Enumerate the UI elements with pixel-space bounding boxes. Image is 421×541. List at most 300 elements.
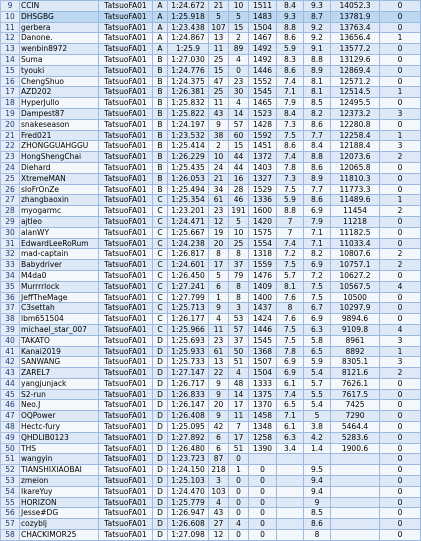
flag-cell[interactable]: 3 (380, 108, 421, 119)
team-cell[interactable]: TatsuoFA01 (99, 335, 153, 346)
score-cell[interactable]: 12065.8 (331, 162, 380, 173)
lap-time-cell[interactable]: 1:27.147 (168, 368, 209, 379)
flag-cell[interactable]: 1 (380, 130, 421, 141)
points-cell[interactable]: 1529 (249, 184, 277, 195)
count-cell-b[interactable]: 17 (229, 400, 249, 411)
class-cell[interactable]: C (153, 324, 168, 335)
points-cell[interactable]: 0 (249, 530, 277, 541)
rating-cell-a[interactable] (277, 530, 304, 541)
class-cell[interactable]: B (153, 184, 168, 195)
rating-cell-b[interactable]: 5.4 (304, 400, 331, 411)
count-cell-b[interactable]: 0 (229, 497, 249, 508)
table-row[interactable] (1, 346, 421, 357)
flag-cell[interactable]: 0 (380, 227, 421, 238)
rating-cell-b[interactable]: 5 (304, 411, 331, 422)
class-cell[interactable]: D (153, 530, 168, 541)
driver-name[interactable]: DHSGBG (20, 11, 99, 22)
rating-cell-b[interactable]: 9.3 (304, 1, 331, 12)
count-cell-a[interactable]: 107 (209, 22, 229, 33)
score-cell[interactable] (331, 497, 380, 508)
score-cell[interactable]: 10757.1 (331, 260, 380, 271)
team-cell[interactable]: TatsuoFA01 (99, 108, 153, 119)
lap-time-cell[interactable]: 1:24.867 (168, 33, 209, 44)
flag-cell[interactable]: 0 (380, 184, 421, 195)
flag-cell[interactable]: 2 (380, 249, 421, 260)
score-cell[interactable] (331, 486, 380, 497)
score-cell[interactable]: 9109.8 (331, 324, 380, 335)
count-cell-a[interactable]: 87 (209, 454, 229, 465)
class-cell[interactable]: D (153, 368, 168, 379)
points-cell[interactable]: 1476 (249, 270, 277, 281)
rating-cell-b[interactable]: 6.9 (304, 260, 331, 271)
count-cell-a[interactable]: 13 (209, 33, 229, 44)
lap-time-cell[interactable]: 1:25.733 (168, 357, 209, 368)
rating-cell-b[interactable]: 4.2 (304, 432, 331, 443)
count-cell-a[interactable]: 103 (209, 486, 229, 497)
count-cell-b[interactable]: 17 (229, 432, 249, 443)
lap-time-cell[interactable]: 1:27.098 (168, 530, 209, 541)
rating-cell-b[interactable]: 7.5 (304, 281, 331, 292)
driver-name[interactable]: THS (20, 443, 99, 454)
rating-cell-b[interactable]: 8.4 (304, 141, 331, 152)
rating-cell-a[interactable]: 7.5 (277, 184, 304, 195)
count-cell-a[interactable]: 3 (209, 476, 229, 487)
table-row[interactable] (1, 1, 421, 12)
table-row[interactable] (1, 519, 421, 530)
lap-time-cell[interactable]: 1:25.779 (168, 497, 209, 508)
rating-cell-b[interactable] (304, 454, 331, 465)
class-cell[interactable]: A (153, 33, 168, 44)
table-row[interactable] (1, 508, 421, 519)
rating-cell-a[interactable]: 8.8 (277, 22, 304, 33)
flag-cell[interactable]: 0 (380, 292, 421, 303)
rating-cell-b[interactable]: 7.2 (304, 270, 331, 281)
lap-time-cell[interactable]: 1:26.229 (168, 152, 209, 163)
count-cell-a[interactable]: 12 (209, 216, 229, 227)
rating-cell-b[interactable]: 9 (304, 497, 331, 508)
class-cell[interactable]: C (153, 249, 168, 260)
team-cell[interactable]: TatsuoFA01 (99, 216, 153, 227)
rating-cell-b[interactable]: 5.8 (304, 335, 331, 346)
count-cell-a[interactable]: 15 (209, 65, 229, 76)
flag-cell[interactable]: 2 (380, 206, 421, 217)
flag-cell[interactable]: 0 (380, 422, 421, 433)
lap-time-cell[interactable]: 1:25.103 (168, 476, 209, 487)
flag-cell[interactable]: 0 (380, 119, 421, 130)
driver-name[interactable]: TIANSHIXIAOBAI (20, 465, 99, 476)
score-cell[interactable]: 11810.3 (331, 173, 380, 184)
team-cell[interactable]: TatsuoFA01 (99, 249, 153, 260)
score-cell[interactable] (331, 530, 380, 541)
table-row[interactable] (1, 206, 421, 217)
team-cell[interactable]: TatsuoFA01 (99, 422, 153, 433)
count-cell-b[interactable]: 16 (229, 173, 249, 184)
table-row[interactable] (1, 44, 421, 55)
flag-cell[interactable]: 0 (380, 54, 421, 65)
points-cell[interactable]: 1372 (249, 152, 277, 163)
rating-cell-b[interactable]: 7.7 (304, 130, 331, 141)
flag-cell[interactable]: 0 (380, 519, 421, 530)
flag-cell[interactable]: 2 (380, 260, 421, 271)
count-cell-a[interactable]: 42 (209, 422, 229, 433)
table-row[interactable] (1, 11, 421, 22)
points-cell[interactable]: 1483 (249, 11, 277, 22)
class-cell[interactable]: C (153, 270, 168, 281)
rating-cell-b[interactable]: 6.9 (304, 314, 331, 325)
score-cell[interactable]: 13763.4 (331, 22, 380, 33)
rating-cell-a[interactable] (277, 486, 304, 497)
rating-cell-a[interactable]: 8.4 (277, 108, 304, 119)
count-cell-b[interactable]: 0 (229, 454, 249, 465)
team-cell[interactable]: TatsuoFA01 (99, 173, 153, 184)
rating-cell-a[interactable]: 7 (277, 216, 304, 227)
class-cell[interactable]: C (153, 260, 168, 271)
rating-cell-b[interactable]: 8.2 (304, 108, 331, 119)
team-cell[interactable]: TatsuoFA01 (99, 432, 153, 443)
class-cell[interactable]: D (153, 443, 168, 454)
lap-time-cell[interactable]: 1:26.381 (168, 87, 209, 98)
points-cell[interactable]: 1575 (249, 227, 277, 238)
count-cell-b[interactable]: 15 (229, 22, 249, 33)
rating-cell-a[interactable]: 7.8 (277, 162, 304, 173)
flag-cell[interactable]: 1 (380, 195, 421, 206)
team-cell[interactable]: TatsuoFA01 (99, 1, 153, 12)
team-cell[interactable]: TatsuoFA01 (99, 411, 153, 422)
table-row[interactable] (1, 411, 421, 422)
count-cell-a[interactable]: 2 (209, 141, 229, 152)
team-cell[interactable]: TatsuoFA01 (99, 476, 153, 487)
table-row[interactable] (1, 389, 421, 400)
table-row[interactable] (1, 216, 421, 227)
table-row[interactable] (1, 249, 421, 260)
flag-cell[interactable]: 0 (380, 162, 421, 173)
count-cell-a[interactable]: 21 (209, 1, 229, 12)
class-cell[interactable]: D (153, 454, 168, 465)
rating-cell-b[interactable]: 8.8 (304, 54, 331, 65)
score-cell[interactable]: 14052.3 (331, 1, 380, 12)
table-row[interactable] (1, 141, 421, 152)
table-row[interactable] (1, 108, 421, 119)
count-cell-a[interactable]: 25 (209, 54, 229, 65)
count-cell-a[interactable]: 6 (209, 432, 229, 443)
flag-cell[interactable]: 0 (380, 486, 421, 497)
rating-cell-b[interactable]: 5.5 (304, 389, 331, 400)
count-cell-b[interactable]: 79 (229, 270, 249, 281)
rating-cell-a[interactable]: 7.1 (277, 87, 304, 98)
lap-time-cell[interactable]: 1:25.918 (168, 11, 209, 22)
rating-cell-b[interactable]: 8.9 (304, 173, 331, 184)
lap-time-cell[interactable]: 1:25.9 (168, 44, 209, 55)
table-row[interactable] (1, 303, 421, 314)
lap-time-cell[interactable]: 1:26.717 (168, 378, 209, 389)
count-cell-a[interactable]: 34 (209, 184, 229, 195)
rating-cell-a[interactable]: 7.5 (277, 260, 304, 271)
points-cell[interactable]: 1467 (249, 33, 277, 44)
count-cell-a[interactable]: 5 (209, 11, 229, 22)
points-cell[interactable]: 1428 (249, 119, 277, 130)
team-cell[interactable]: TatsuoFA01 (99, 519, 153, 530)
points-cell[interactable]: 1258 (249, 432, 277, 443)
count-cell-b[interactable]: 2 (229, 33, 249, 44)
count-cell-b[interactable]: 51 (229, 443, 249, 454)
rating-cell-a[interactable]: 7.5 (277, 335, 304, 346)
rating-cell-a[interactable]: 6.9 (277, 368, 304, 379)
driver-name[interactable]: HongShengChai (20, 152, 99, 163)
team-cell[interactable]: TatsuoFA01 (99, 443, 153, 454)
points-cell[interactable]: 1458 (249, 411, 277, 422)
class-cell[interactable]: D (153, 335, 168, 346)
score-cell[interactable]: 12514.5 (331, 87, 380, 98)
class-cell[interactable]: D (153, 486, 168, 497)
lap-time-cell[interactable]: 1:24.375 (168, 76, 209, 87)
score-cell[interactable]: 7626.1 (331, 378, 380, 389)
count-cell-a[interactable]: 1 (209, 292, 229, 303)
table-row[interactable] (1, 76, 421, 87)
points-cell[interactable]: 1446 (249, 324, 277, 335)
driver-name[interactable]: yangjunjack (20, 378, 99, 389)
driver-name[interactable]: Diehard (20, 162, 99, 173)
count-cell-b[interactable]: 30 (229, 87, 249, 98)
rating-cell-a[interactable] (277, 519, 304, 530)
count-cell-b[interactable]: 23 (229, 76, 249, 87)
count-cell-b[interactable]: 0 (229, 476, 249, 487)
lap-time-cell[interactable]: 1:27.241 (168, 281, 209, 292)
rating-cell-a[interactable]: 7.4 (277, 152, 304, 163)
rating-cell-b[interactable]: 9.1 (304, 44, 331, 55)
class-cell[interactable]: C (153, 314, 168, 325)
points-cell[interactable]: 0 (249, 508, 277, 519)
points-cell[interactable]: 1545 (249, 335, 277, 346)
flag-cell[interactable]: 0 (380, 497, 421, 508)
team-cell[interactable]: TatsuoFA01 (99, 400, 153, 411)
table-row[interactable] (1, 400, 421, 411)
rating-cell-b[interactable]: 6.9 (304, 206, 331, 217)
lap-time-cell[interactable]: 1:25.667 (168, 227, 209, 238)
points-cell[interactable]: 1511 (249, 1, 277, 12)
team-cell[interactable]: TatsuoFA01 (99, 314, 153, 325)
count-cell-b[interactable]: 37 (229, 260, 249, 271)
driver-name[interactable]: mad-captain (20, 249, 99, 260)
count-cell-b[interactable]: 53 (229, 314, 249, 325)
lap-time-cell[interactable]: 1:26.608 (168, 519, 209, 530)
class-cell[interactable]: C (153, 206, 168, 217)
lap-time-cell[interactable]: 1:27.030 (168, 54, 209, 65)
table-row[interactable] (1, 422, 421, 433)
table-row[interactable] (1, 162, 421, 173)
class-cell[interactable]: B (153, 119, 168, 130)
score-cell[interactable]: 12258.4 (331, 130, 380, 141)
count-cell-b[interactable]: 8 (229, 281, 249, 292)
team-cell[interactable]: TatsuoFA01 (99, 378, 153, 389)
table-row[interactable] (1, 486, 421, 497)
table-row[interactable] (1, 65, 421, 76)
count-cell-a[interactable]: 47 (209, 76, 229, 87)
rating-cell-b[interactable]: 8.5 (304, 508, 331, 519)
count-cell-a[interactable]: 6 (209, 443, 229, 454)
count-cell-a[interactable]: 9 (209, 411, 229, 422)
driver-name[interactable]: wenbin8972 (20, 44, 99, 55)
lap-time-cell[interactable]: 1:26.053 (168, 173, 209, 184)
rating-cell-a[interactable]: 8.3 (277, 54, 304, 65)
driver-name[interactable]: Kanai2019 (20, 346, 99, 357)
flag-cell[interactable]: 0 (380, 173, 421, 184)
rating-cell-a[interactable] (277, 508, 304, 519)
driver-name[interactable]: Dampest87 (20, 108, 99, 119)
points-cell[interactable]: 1370 (249, 400, 277, 411)
team-cell[interactable]: TatsuoFA01 (99, 65, 153, 76)
score-cell[interactable]: 9894.6 (331, 314, 380, 325)
class-cell[interactable]: D (153, 465, 168, 476)
class-cell[interactable]: D (153, 432, 168, 443)
points-cell[interactable]: 1504 (249, 368, 277, 379)
rating-cell-b[interactable]: 8.7 (304, 11, 331, 22)
driver-name[interactable]: EdwardLeeRoRum (20, 238, 99, 249)
points-cell[interactable]: 1327 (249, 173, 277, 184)
driver-name[interactable]: Murrrrlock (20, 281, 99, 292)
score-cell[interactable]: 10297.9 (331, 303, 380, 314)
driver-name[interactable]: snakeseason (20, 119, 99, 130)
driver-name[interactable]: AZD202 (20, 87, 99, 98)
rating-cell-a[interactable]: 7 (277, 227, 304, 238)
rating-cell-b[interactable]: 7.1 (304, 238, 331, 249)
table-row[interactable] (1, 368, 421, 379)
team-cell[interactable]: TatsuoFA01 (99, 389, 153, 400)
rating-cell-a[interactable]: 8.4 (277, 1, 304, 12)
score-cell[interactable]: 13656.4 (331, 33, 380, 44)
class-cell[interactable]: D (153, 411, 168, 422)
driver-name[interactable]: michael_star_007 (20, 324, 99, 335)
rating-cell-a[interactable] (277, 465, 304, 476)
count-cell-a[interactable]: 10 (209, 152, 229, 163)
flag-cell[interactable]: 0 (380, 378, 421, 389)
score-cell[interactable]: 10567.5 (331, 281, 380, 292)
team-cell[interactable]: TatsuoFA01 (99, 465, 153, 476)
score-cell[interactable]: 11182.5 (331, 227, 380, 238)
lap-time-cell[interactable]: 1:26.817 (168, 249, 209, 260)
flag-cell[interactable]: 0 (380, 400, 421, 411)
table-row[interactable] (1, 335, 421, 346)
count-cell-a[interactable]: 218 (209, 465, 229, 476)
rating-cell-a[interactable]: 9.3 (277, 11, 304, 22)
score-cell[interactable]: 12373.2 (331, 108, 380, 119)
team-cell[interactable]: TatsuoFA01 (99, 260, 153, 271)
score-cell[interactable]: 12073.6 (331, 152, 380, 163)
driver-name[interactable]: Danone. (20, 33, 99, 44)
table-row[interactable] (1, 497, 421, 508)
points-cell[interactable]: 1559 (249, 260, 277, 271)
count-cell-b[interactable]: 14 (229, 389, 249, 400)
class-cell[interactable]: D (153, 519, 168, 530)
class-cell[interactable]: B (153, 54, 168, 65)
team-cell[interactable]: TatsuoFA01 (99, 238, 153, 249)
rating-cell-b[interactable]: 9.2 (304, 33, 331, 44)
team-cell[interactable]: TatsuoFA01 (99, 141, 153, 152)
class-cell[interactable]: B (153, 152, 168, 163)
table-row[interactable] (1, 378, 421, 389)
rating-cell-b[interactable]: 9.4 (304, 476, 331, 487)
table-row[interactable] (1, 292, 421, 303)
lap-time-cell[interactable]: 1:24.672 (168, 1, 209, 12)
team-cell[interactable]: TatsuoFA01 (99, 195, 153, 206)
score-cell[interactable]: 8961 (331, 335, 380, 346)
class-cell[interactable]: B (153, 65, 168, 76)
class-cell[interactable]: C (153, 216, 168, 227)
lap-time-cell[interactable]: 1:25.693 (168, 335, 209, 346)
class-cell[interactable]: C (153, 281, 168, 292)
rating-cell-b[interactable]: 6.3 (304, 324, 331, 335)
rating-cell-b[interactable]: 9.4 (304, 486, 331, 497)
flag-cell[interactable]: 0 (380, 270, 421, 281)
table-row[interactable] (1, 270, 421, 281)
points-cell[interactable]: 1368 (249, 346, 277, 357)
driver-name[interactable]: QHDLIB0123 (20, 432, 99, 443)
count-cell-b[interactable]: 0 (229, 530, 249, 541)
class-cell[interactable]: D (153, 400, 168, 411)
class-cell[interactable]: D (153, 497, 168, 508)
lap-time-cell[interactable]: 1:25.832 (168, 98, 209, 109)
rating-cell-b[interactable]: 8.6 (304, 195, 331, 206)
class-cell[interactable]: D (153, 346, 168, 357)
count-cell-a[interactable]: 17 (209, 260, 229, 271)
lap-time-cell[interactable]: 1:25.494 (168, 184, 209, 195)
table-row[interactable] (1, 184, 421, 195)
score-cell[interactable]: 7290 (331, 411, 380, 422)
team-cell[interactable]: TatsuoFA01 (99, 22, 153, 33)
score-cell[interactable] (331, 454, 380, 465)
score-cell[interactable]: 1900.6 (331, 443, 380, 454)
count-cell-b[interactable]: 4 (229, 54, 249, 65)
flag-cell[interactable]: 0 (380, 76, 421, 87)
count-cell-b[interactable]: 25 (229, 238, 249, 249)
count-cell-a[interactable]: 11 (209, 44, 229, 55)
score-cell[interactable]: 5283.6 (331, 432, 380, 443)
points-cell[interactable]: 1424 (249, 314, 277, 325)
flag-cell[interactable]: 0 (380, 314, 421, 325)
count-cell-a[interactable]: 6 (209, 281, 229, 292)
team-cell[interactable]: TatsuoFA01 (99, 44, 153, 55)
count-cell-b[interactable]: 1 (229, 465, 249, 476)
count-cell-b[interactable]: 51 (229, 357, 249, 368)
flag-cell[interactable]: 2 (380, 368, 421, 379)
team-cell[interactable]: TatsuoFA01 (99, 98, 153, 109)
driver-name[interactable]: ChengShuo (20, 76, 99, 87)
lap-time-cell[interactable]: 1:23.532 (168, 130, 209, 141)
table-row[interactable] (1, 54, 421, 65)
class-cell[interactable]: C (153, 292, 168, 303)
count-cell-a[interactable]: 21 (209, 173, 229, 184)
points-cell[interactable]: 1552 (249, 76, 277, 87)
points-cell[interactable]: 1390 (249, 443, 277, 454)
table-row[interactable] (1, 119, 421, 130)
driver-name[interactable]: tyouki (20, 65, 99, 76)
driver-name[interactable]: Fred021 (20, 130, 99, 141)
table-row[interactable] (1, 227, 421, 238)
lap-time-cell[interactable]: 1:24.150 (168, 465, 209, 476)
rating-cell-a[interactable]: 7.4 (277, 238, 304, 249)
lap-time-cell[interactable]: 1:23.201 (168, 206, 209, 217)
count-cell-b[interactable]: 60 (229, 130, 249, 141)
class-cell[interactable]: C (153, 195, 168, 206)
lap-time-cell[interactable]: 1:23.723 (168, 454, 209, 465)
lap-time-cell[interactable]: 1:24.471 (168, 216, 209, 227)
flag-cell[interactable]: 2 (380, 152, 421, 163)
rating-cell-a[interactable]: 7.8 (277, 346, 304, 357)
flag-cell[interactable]: 0 (380, 530, 421, 541)
rating-cell-a[interactable] (277, 454, 304, 465)
driver-name[interactable]: HORIZON (20, 497, 99, 508)
team-cell[interactable]: TatsuoFA01 (99, 346, 153, 357)
lap-time-cell[interactable]: 1:26.147 (168, 400, 209, 411)
